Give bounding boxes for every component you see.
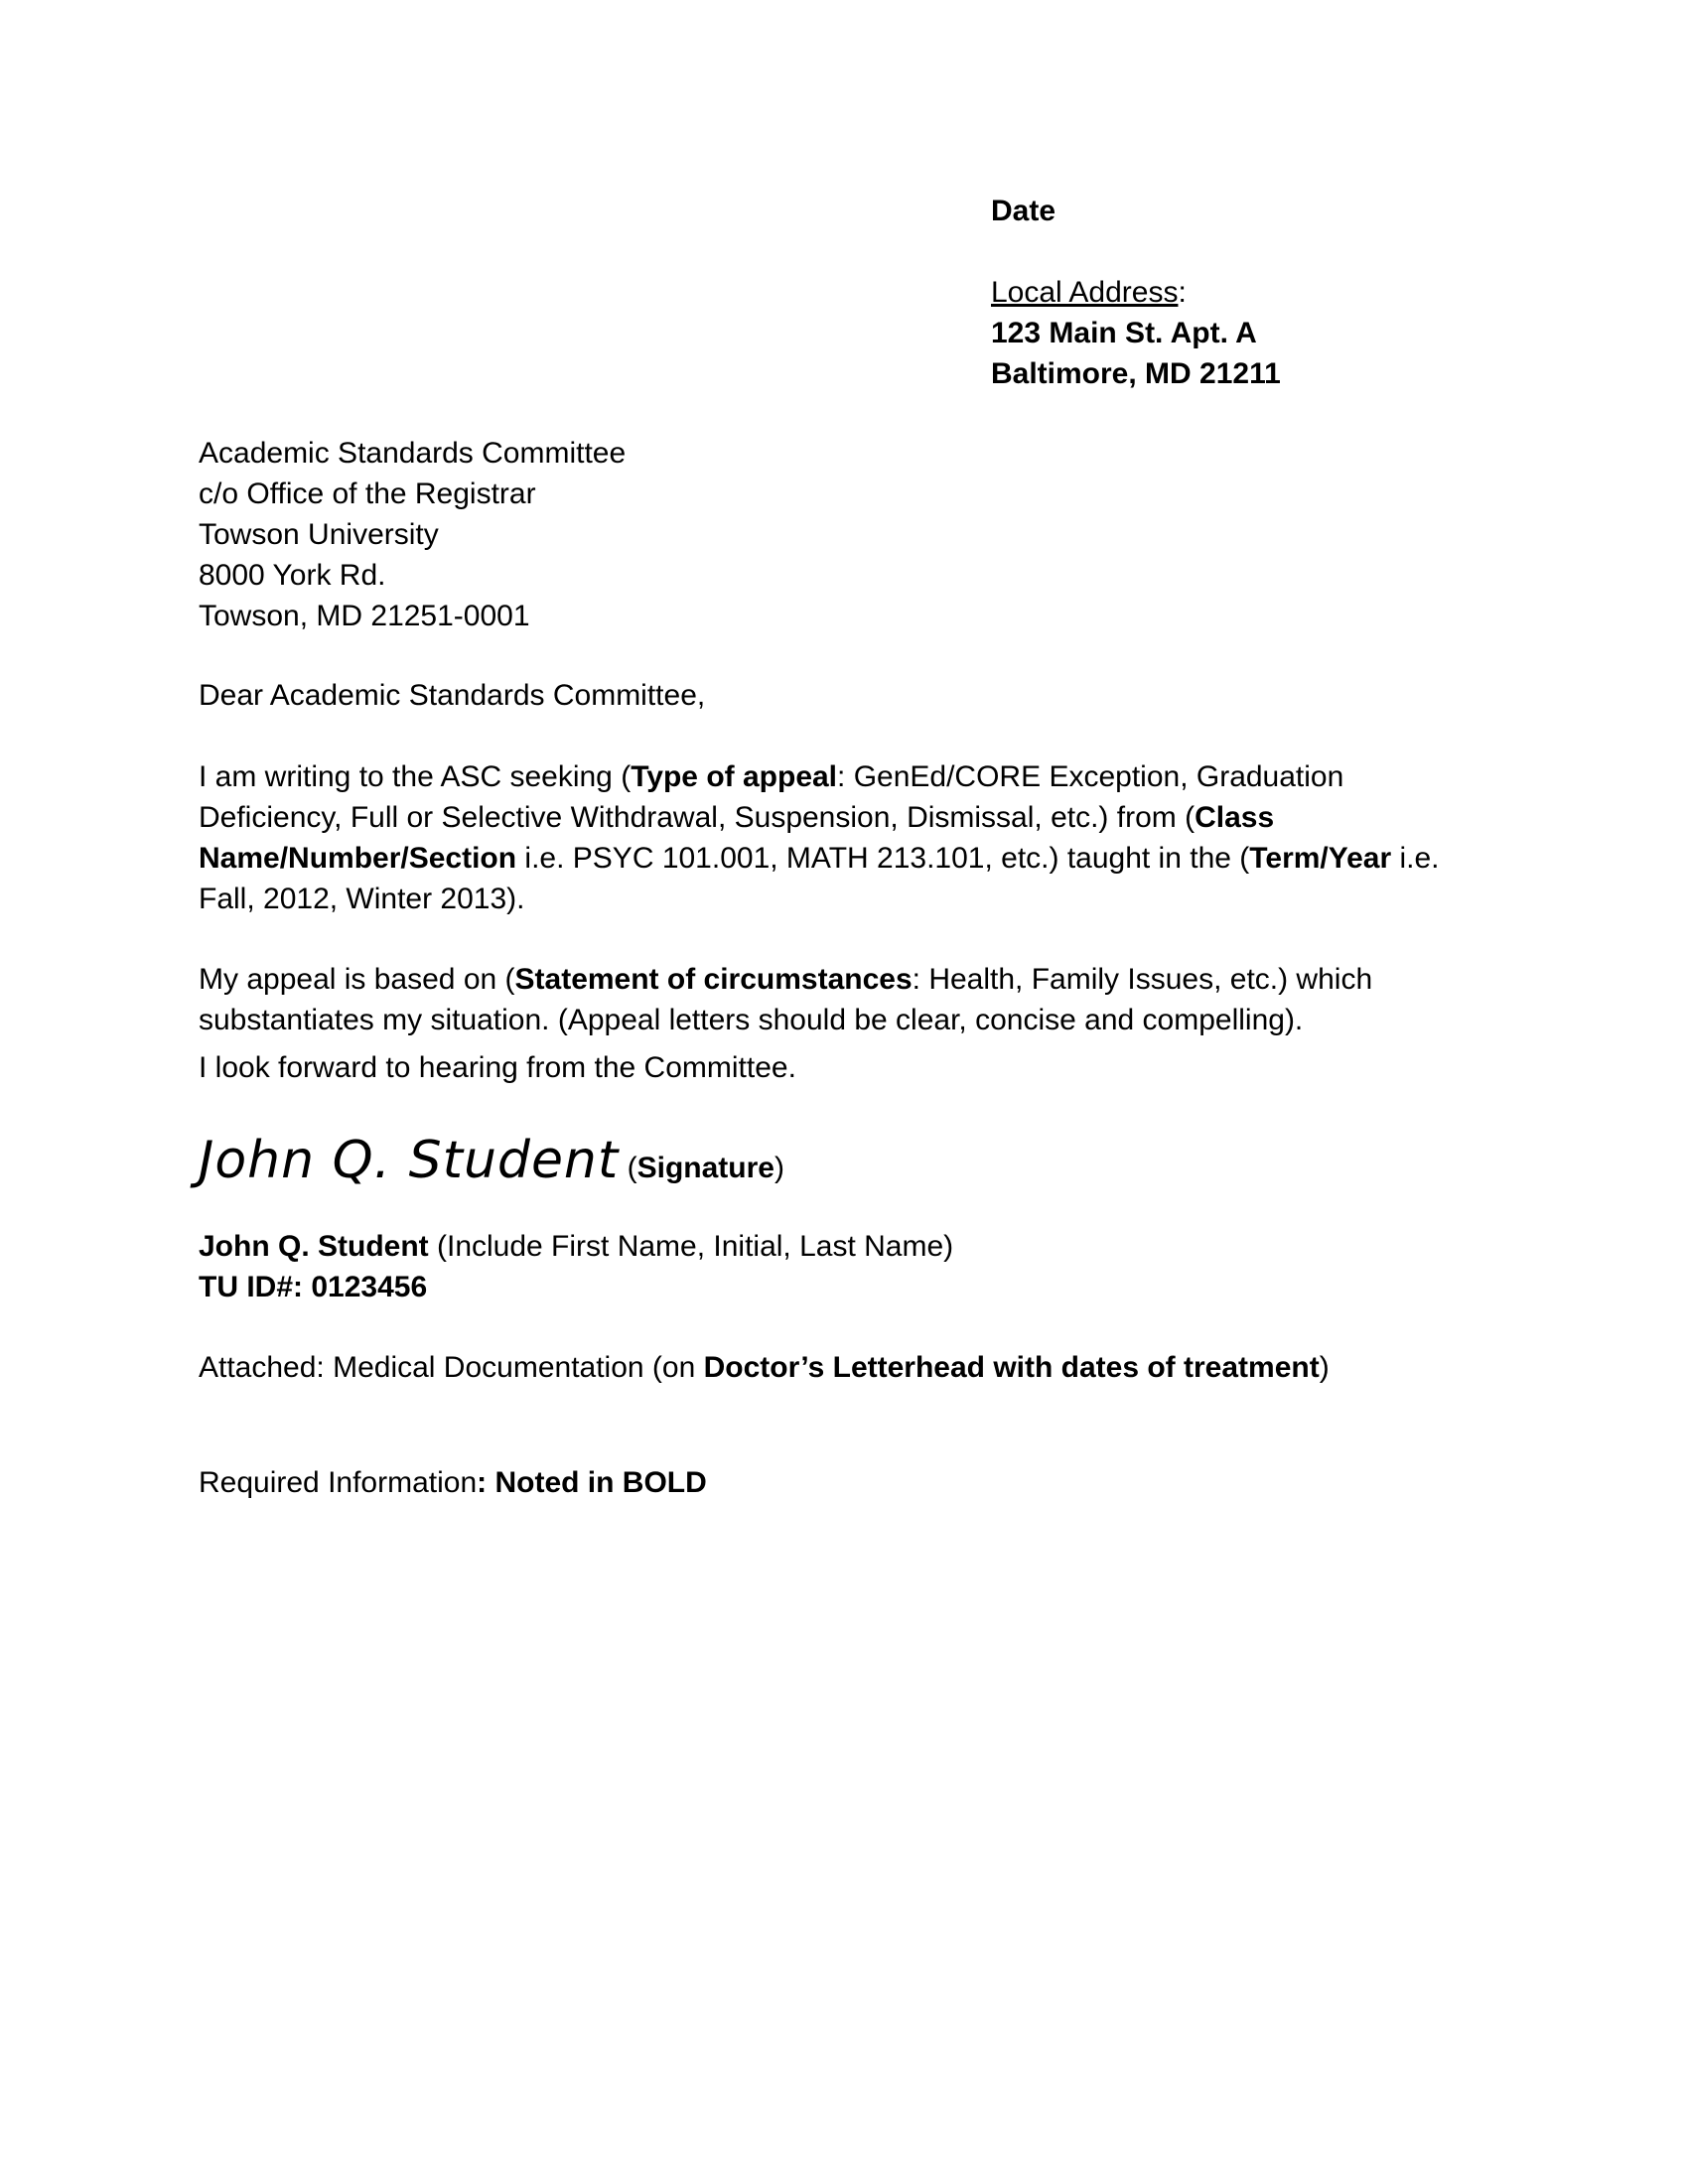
salutation-text: Dear Academic Standards Committee, [199,679,706,712]
required-text: Required Information [199,1466,478,1499]
spacer [991,231,1587,272]
signature-note-close: ) [774,1152,784,1184]
paragraph-appeal-type [199,756,1470,919]
attached-bold: Doctor’s Letterhead with dates of treatment [703,1351,1320,1384]
p1-text-4: i.e. Fall, 2012, Winter 2013). [199,842,1440,915]
closing-text: I look forward to hearing from the Committee. [199,1051,796,1084]
student-name: John Q. Student [199,1230,429,1263]
closing-line [199,1047,1489,1088]
p2-text-1: My appeal is based on ( [199,963,515,996]
p1-text-1: I am writing to the ASC seeking ( [199,760,632,793]
student-info [199,1226,1489,1307]
recipient-line-4: 8000 York Rd. [199,559,386,592]
student-id: TU ID#: 0123456 [199,1271,428,1303]
p1-bold-term-year: Term/Year [1249,842,1392,875]
student-name-note: (Include First Name, Initial, Last Name) [428,1230,954,1263]
recipient-line-3: Towson University [199,518,439,551]
required-bold: : Noted in BOLD [477,1466,707,1499]
salutation [199,675,1489,716]
local-address-label-line [991,272,1587,313]
sender-header [991,191,1587,394]
p1-text-3: i.e. PSYC 101.001, MATH 213.101, etc.) taught in the ( [516,842,1250,875]
local-address-label: Local Address [991,276,1179,309]
student-name-line [199,1226,1489,1267]
handwritten-signature: John Q. Student [199,1131,620,1190]
p2-bold-statement: Statement of circumstances [514,963,913,996]
signature-note [628,1152,784,1184]
address-line-2: Baltimore, MD 21211 [991,357,1281,390]
p1-text-2: : GenEd/CORE Exception, Graduation Deficiency, Full or Selective Withdrawal, Suspension, Dismissal, etc.) from ( [199,760,1344,834]
signature-note-bold: Signature [636,1152,774,1184]
p1-bold-type-of-appeal: Type of appeal [631,760,838,793]
attached-text-1: Attached: Medical Documentation (on [199,1351,704,1384]
attached-line [199,1347,1489,1388]
date-line: Date [991,195,1056,227]
p1-bold-class: Class Name/Number/Section [199,801,1275,875]
attached-text-2: ) [1319,1351,1330,1384]
p2-text-2: : Health, Family Issues, etc.) which substantiates my situation. (Appeal letters should be clear, concise and compelling). [199,963,1373,1036]
paragraph-circumstances [199,959,1390,1040]
recipient-line-2: c/o Office of the Registrar [199,478,536,510]
local-address-colon: : [1178,276,1187,309]
recipient-line-1: Academic Standards Committee [199,437,627,470]
recipient-address [199,433,1489,636]
signature-block [199,1124,1489,1205]
recipient-line-5: Towson, MD 21251-0001 [199,600,530,632]
required-info-line [199,1462,1489,1503]
signature-note-open: ( [627,1152,637,1184]
address-line-1: 123 Main St. Apt. A [991,317,1257,349]
